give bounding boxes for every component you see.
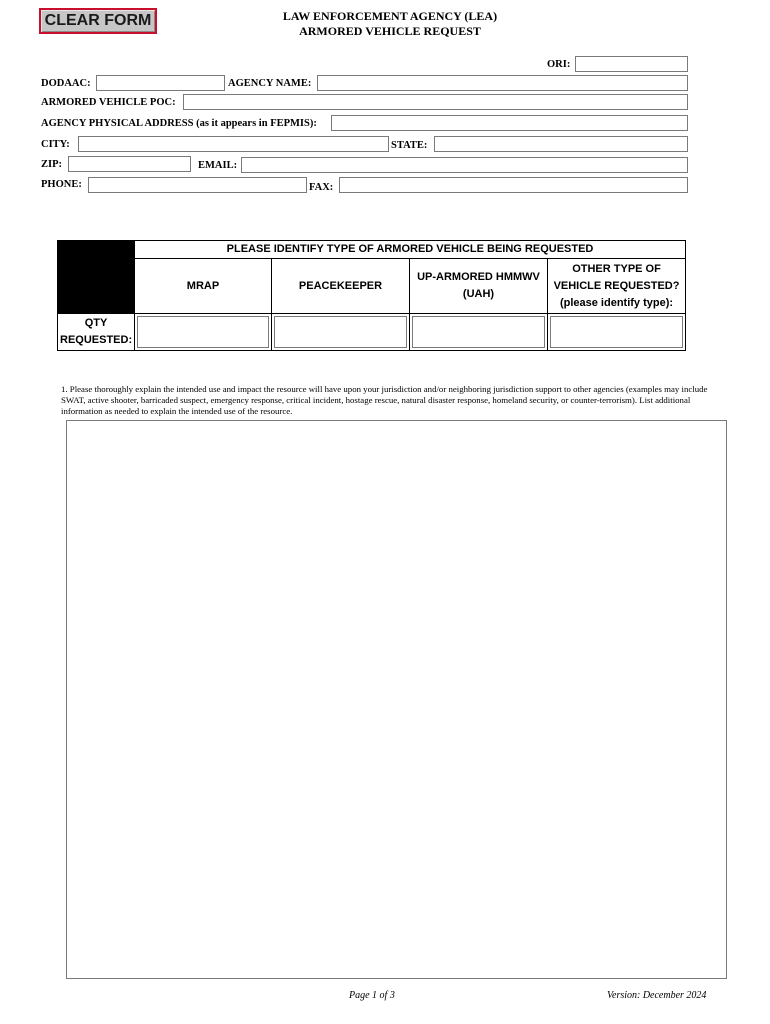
- col-mrap: MRAP: [135, 259, 272, 314]
- state-field[interactable]: [434, 136, 688, 152]
- poc-field[interactable]: [183, 94, 688, 110]
- qty-cell-peacekeeper: [272, 314, 410, 351]
- phone-field[interactable]: [88, 177, 307, 193]
- fax-label: FAX:: [309, 182, 334, 193]
- qty-cell-mrap: [135, 314, 272, 351]
- col-uah: UP-ARMORED HMMWV (UAH): [410, 259, 548, 314]
- clear-form-button[interactable]: CLEAR FORM: [39, 8, 157, 34]
- col-other: OTHER TYPE OF VEHICLE REQUESTED? (please identify type):: [548, 259, 686, 314]
- city-label: CITY:: [41, 139, 70, 150]
- agency-name-field[interactable]: [317, 75, 688, 91]
- city-field[interactable]: [78, 136, 389, 152]
- email-field[interactable]: [241, 157, 688, 173]
- zip-field[interactable]: [68, 156, 191, 172]
- table-header: PLEASE IDENTIFY TYPE OF ARMORED VEHICLE BEING REQUESTED: [135, 241, 686, 259]
- ori-field[interactable]: [575, 56, 688, 72]
- poc-label: ARMORED VEHICLE POC:: [41, 97, 176, 108]
- qty-uah-field[interactable]: [412, 316, 545, 348]
- form-title: [200, 9, 580, 39]
- fax-field[interactable]: [339, 177, 688, 193]
- page-number: Page 1 of 3: [349, 990, 395, 1001]
- email-label: EMAIL:: [198, 160, 238, 171]
- zip-label: ZIP:: [41, 159, 62, 170]
- table-corner-black: [58, 241, 135, 314]
- state-label: STATE:: [391, 140, 428, 151]
- qty-peacekeeper-field[interactable]: [274, 316, 407, 348]
- col-peacekeeper: PEACEKEEPER: [272, 259, 410, 314]
- intended-use-textarea[interactable]: [66, 420, 727, 979]
- qty-requested-label: QTY REQUESTED:: [58, 314, 135, 351]
- address-field[interactable]: [331, 115, 688, 131]
- dodaac-field[interactable]: [96, 75, 225, 91]
- version-label: Version: December 2024: [607, 990, 707, 1001]
- agency-name-label: AGENCY NAME:: [228, 78, 312, 89]
- qty-mrap-field[interactable]: [137, 316, 269, 348]
- dodaac-label: DODAAC:: [41, 78, 91, 89]
- form-title-line2: ARMORED VEHICLE REQUEST: [299, 24, 481, 38]
- vehicle-type-table: [57, 240, 686, 351]
- intended-use-instructions: 1. Please thoroughly explain the intended use and impact the resource will have upon your jurisdiction and/or neighboring jurisdiction support to other agencies (examples may include SWAT, active shooter, barricaded suspect, emergency response, critical incident, hostage rescue, natural disaster response, homeland security, or counter-terrorism). List additional information as needed to explain the intended use of the resource.: [61, 384, 708, 416]
- qty-other-field[interactable]: [550, 316, 683, 348]
- qty-cell-uah: [410, 314, 548, 351]
- ori-label: ORI:: [547, 59, 571, 70]
- qty-cell-other: [548, 314, 686, 351]
- address-label: AGENCY PHYSICAL ADDRESS (as it appears in FEPMIS):: [41, 118, 317, 129]
- phone-label: PHONE:: [41, 179, 82, 190]
- form-title-line1: LAW ENFORCEMENT AGENCY (LEA): [282, 9, 498, 23]
